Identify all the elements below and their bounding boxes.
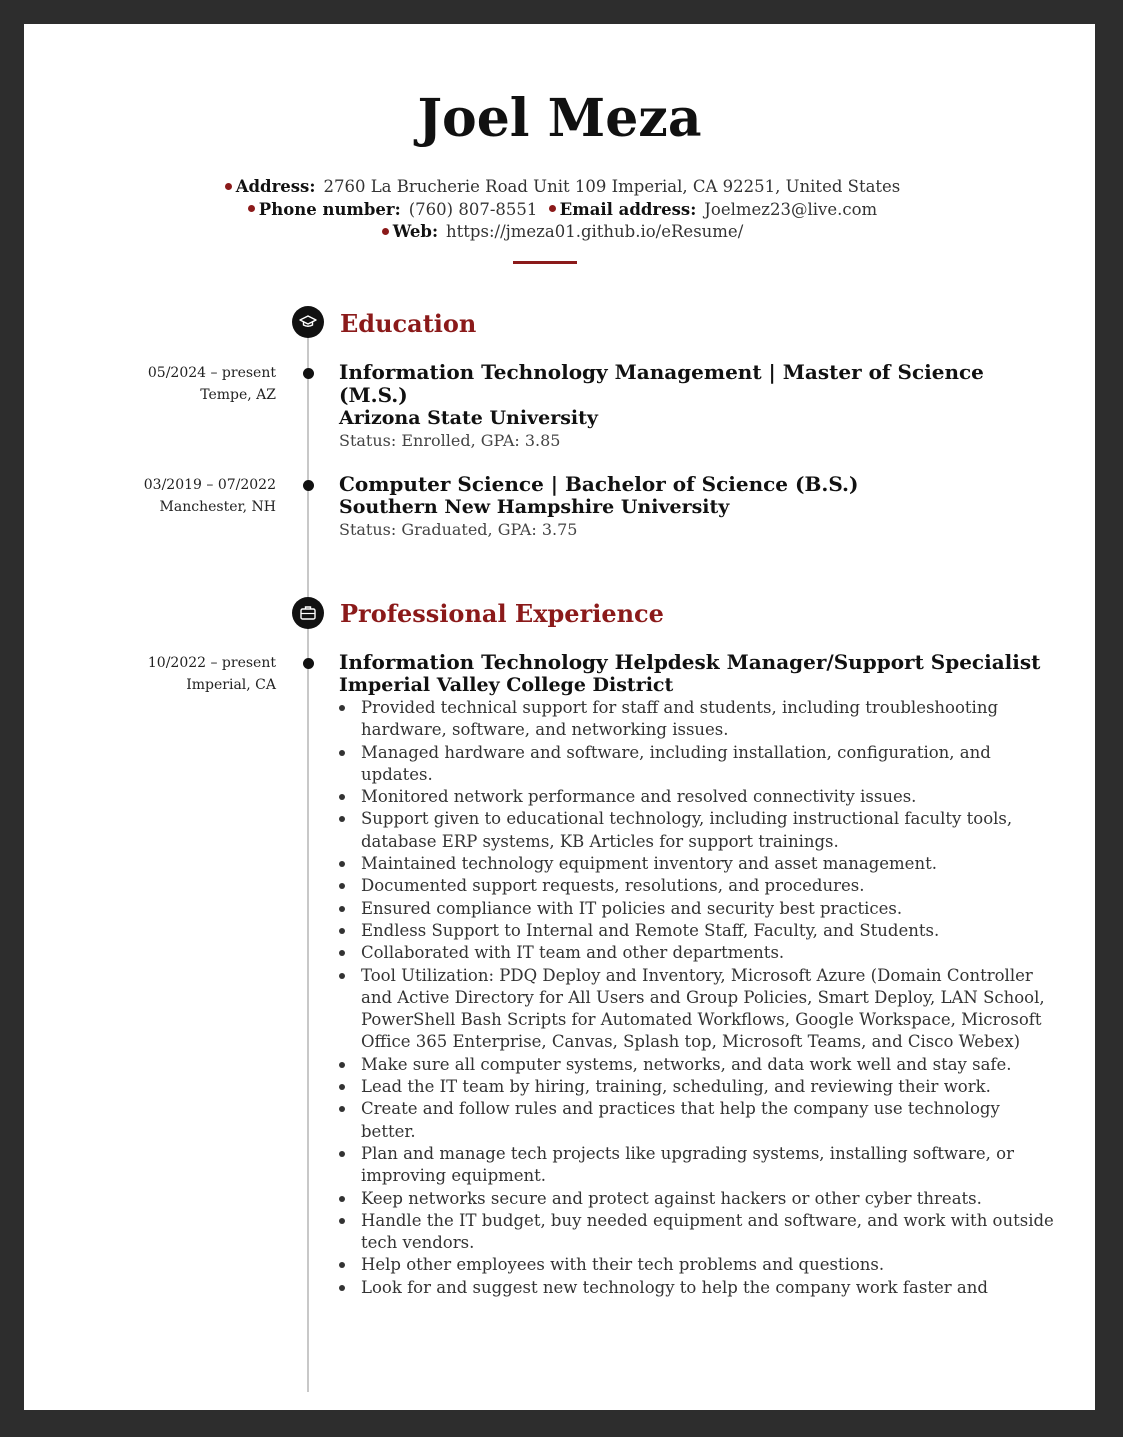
education-entry xyxy=(339,473,1039,542)
entry-dates: 10/2022 – present xyxy=(147,655,276,671)
entry-location: Manchester, NH xyxy=(159,499,276,515)
responsibility-item: Collaborated with IT team and other departments. xyxy=(339,942,1059,964)
bullet-icon xyxy=(382,228,389,235)
section-title-education: Education xyxy=(340,309,477,338)
experience-entry xyxy=(339,651,1059,1299)
responsibility-item: Handle the IT budget, buy needed equipment and software, and work with outside tech vendors. xyxy=(339,1210,1059,1255)
entry-title: Information Technology Management | Master of Science (M.S.) xyxy=(339,360,984,407)
entry-org: Southern New Hampshire University xyxy=(339,496,730,518)
entry-title: Information Technology Helpdesk Manager/Support Specialist xyxy=(339,650,1041,674)
responsibility-item: Keep networks secure and protect against hackers or other cyber threats. xyxy=(339,1188,1059,1210)
timeline-dot xyxy=(303,480,314,491)
contact-block xyxy=(24,176,1095,244)
header-divider xyxy=(513,261,577,264)
responsibility-item: Monitored network performance and resolved connectivity issues. xyxy=(339,786,1059,808)
responsibility-item: Support given to educational technology, including instructional faculty tools, database ERP systems, KB Articles for support trainings. xyxy=(339,808,1059,853)
bullet-icon xyxy=(225,183,232,190)
phone-label: Phone number: xyxy=(258,199,401,219)
entry-location: Tempe, AZ xyxy=(200,387,276,403)
entry-title: Computer Science | Bachelor of Science (B.S.) xyxy=(339,472,859,496)
responsibility-item: Managed hardware and software, including installation, configuration, and updates. xyxy=(339,742,1059,787)
responsibility-item: Plan and manage tech projects like upgrading systems, installing software, or improving equipment. xyxy=(339,1143,1059,1188)
entry-status: Status: Graduated, GPA: 3.75 xyxy=(339,520,578,539)
responsibility-item: Maintained technology equipment inventory and asset management. xyxy=(339,853,1059,875)
timeline-dot xyxy=(303,368,314,379)
entry-org: Arizona State University xyxy=(339,407,598,429)
responsibility-item: Lead the IT team by hiring, training, scheduling, and reviewing their work. xyxy=(339,1076,1059,1098)
briefcase-icon xyxy=(292,597,324,629)
responsibility-item: Make sure all computer systems, networks, and data work well and stay safe. xyxy=(339,1054,1059,1076)
contact-line-address xyxy=(24,176,1095,199)
responsibility-item: Provided technical support for staff and students, including troubleshooting hardware, software, and networking issues. xyxy=(339,697,1059,742)
resume-page xyxy=(24,24,1095,1410)
responsibility-item: Tool Utilization: PDQ Deploy and Inventory, Microsoft Azure (Domain Controller and Active Directory for All Users and Group Policies, Smart Deploy, LAN School, PowerShell Bash Scripts for Automated Workflows, Google Workspace, Microsoft Office 365 Enterprise, Canvas, Splash top, Microsoft Teams, and Cisco Webex) xyxy=(339,965,1059,1054)
responsibility-item: Help other employees with their tech problems and questions. xyxy=(339,1254,1059,1276)
experience-meta xyxy=(24,652,276,696)
responsibility-item: Look for and suggest new technology to help the company work faster and xyxy=(339,1277,1059,1299)
contact-line-web xyxy=(24,221,1095,244)
education-entry xyxy=(339,361,1039,453)
responsibility-item: Create and follow rules and practices that help the company use technology better. xyxy=(339,1098,1059,1143)
responsibility-item: Endless Support to Internal and Remote Staff, Faculty, and Students. xyxy=(339,920,1059,942)
responsibility-item: Ensured compliance with IT policies and security best practices. xyxy=(339,898,1059,920)
section-title-experience: Professional Experience xyxy=(340,599,664,628)
contact-line-phone-email xyxy=(24,199,1095,222)
entry-org: Imperial Valley College District xyxy=(339,674,674,696)
education-meta xyxy=(24,474,276,518)
responsibility-item: Documented support requests, resolutions, and procedures. xyxy=(339,875,1059,897)
bullet-icon xyxy=(549,205,556,212)
web-label: Web: xyxy=(392,222,439,241)
address-label: Address: xyxy=(235,177,316,196)
web-link[interactable]: https://jmeza01.github.io/eResume/ xyxy=(446,222,744,241)
entry-status: Status: Enrolled, GPA: 3.85 xyxy=(339,431,561,450)
responsibility-list xyxy=(339,697,1059,1299)
graduation-cap-icon xyxy=(292,306,324,338)
candidate-name: Joel Meza xyxy=(417,88,702,149)
entry-dates: 03/2019 – 07/2022 xyxy=(143,477,276,493)
timeline-dot xyxy=(303,658,314,669)
phone-value: (760) 807-8551 xyxy=(408,199,538,219)
entry-dates: 05/2024 – present xyxy=(147,365,276,381)
email-value: Joelmez23@live.com xyxy=(704,199,878,219)
email-label: Email address: xyxy=(559,199,697,219)
bullet-icon xyxy=(248,205,255,212)
entry-location: Imperial, CA xyxy=(186,677,276,693)
address-value: 2760 La Brucherie Road Unit 109 Imperial, CA 92251, United States xyxy=(323,177,901,196)
education-meta xyxy=(24,362,276,406)
